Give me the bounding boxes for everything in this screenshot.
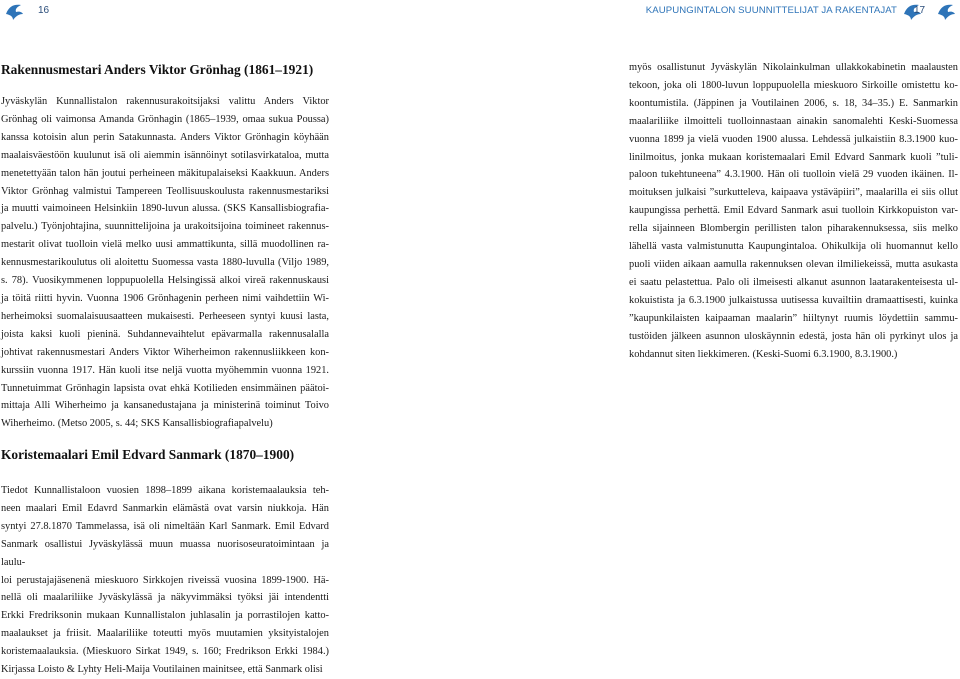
text-line: koristemaalauksia. (Mieskuoro Sirkat 1949, s. 160; Fredrikson Erkki 1984.) (1, 646, 329, 658)
bird-logo-icon (936, 2, 956, 22)
text-line: kennusmestarikoulutus oli aloitettu Suomessa vasta 1880-luvulla (Viljo 1989, (1, 257, 329, 269)
section-body-sanmark (1, 482, 329, 679)
text-line: loi perustajajäsenenä mieskuoro Sirkkojen riveissä vuosina 1899-1900. Hä- (1, 574, 329, 586)
text-line: kaupungissa perhettä. Emil Edvard Sanmark asui tuolloin Kirkkopuiston var- (629, 205, 958, 217)
text-line: s. 78). Vuosikymmenen loppupuolella Helsingissä alkoi vireä rakennuskausi (1, 275, 329, 287)
text-line: herheimoksi suomalaisuusaatteen mukaisesti. Perheeseen syntyi kuusi lasta, (1, 310, 329, 322)
text-line: tekoon, joka oli 1800-luvun loppupuolella mieskuoro Sirkoille omistettu ko- (629, 79, 958, 91)
text-line: Grönhag oli vaimonsa Amanda Grönhagin (1865–1939, omaa sukua Poussa) (1, 113, 329, 125)
text-line: Sanmark osallistui Jyväskylässä muun muassa nuorisoseuratoimintaan ja laulu- (1, 538, 329, 568)
section-heading-gronhag: Rakennusmestari Anders Viktor Grönhag (1861–1921) (1, 62, 314, 77)
text-line: rella sijainneen Blombergin perillisten talon piharakennuksessa, siis melko (629, 223, 958, 235)
text-line: nellä oli maalariliike Jyväskylässä ja näkyvimmäksi työksi jäi intendentti (1, 592, 329, 604)
text-line: Kirjassa Loisto & Lyhty Heli-Maija Voutilainen mainitsee, että Sanmark olisi (1, 664, 323, 676)
text-line: ja muutti vaimoineen Helsinkiin 1890-luvun alussa. (SKS Kansallisbiografia- (1, 203, 329, 215)
text-line: palvelu.) Työnjohtajina, suunnittelijoina ja urakoitsijoina toimineet rakennus- (1, 221, 329, 233)
text-line: kurssiin vuonna 1917. Hän kuoli itse neljä vuotta myöhemmin vuonna 1921. (1, 364, 329, 376)
text-line: kohdannut siten liekkimeren. (Keski-Suomi 6.3.1900, 8.3.1900.) (629, 348, 898, 360)
section-body-gronhag (1, 93, 329, 433)
text-line: joista kaksi kuoli pieninä. Suhdannevaihtelut epävarmalla rakennusalalla (1, 328, 329, 340)
text-line: menetettyään talon hän joutui perheineen mäkitupalaiseksi Kaakkuun. Anders (1, 167, 329, 179)
running-title: KAUPUNGINTALON SUUNNITTELIJAT JA RAKENTAJAT (645, 5, 897, 16)
text-line: Wiherheimo. (Metso 2005, s. 44; SKS Kansallisbiografiapalvelu) (1, 418, 273, 430)
text-line: paloon tukehtuneena” 4.3.1900. Hän oli tuolloin vielä 29 vuoden ikäinen. Il- (629, 169, 958, 181)
section-heading-sanmark: Koristemaalari Emil Edvard Sanmark (1870–1900) (1, 447, 295, 462)
text-line: vuonna 1899 ja vielä vuoden 1900 alussa. Lehdessä julkaistiin 8.3.1900 kuo- (629, 133, 958, 145)
text-line: maalaukset ja friisit. Maalariliike toteutti myös muutamien yksityistalojen (1, 628, 329, 640)
text-line: maalariliike ilmoitteli tuolloinnastaan ainakin sanomalehti Keski-Suomessa (629, 115, 958, 127)
text-line: Erkki Fredriksonin mukaan Kunnallistalon juhlasalin ja porrastilojen katto- (1, 610, 329, 622)
text-line: Jyväskylän Kunnallistalon rakennusurakoitsijaksi valittu Anders Viktor (1, 96, 329, 107)
bird-logo-icon (4, 2, 24, 22)
text-line: mestarit olivat tuolloin vielä melko uusi ammattikunta, sillä muodollinen ra- (1, 239, 329, 251)
page-number-left: 16 (38, 5, 50, 16)
text-line: kokuistista ja 6.3.1900 julkaistussa uutisessa kuvailtiin dramaattisesti, kuinka (629, 294, 958, 306)
text-line: ”kaupunkilaisten kaipaaman maalarin” hiiltynyt ruumis löydettiin sammu- (629, 312, 958, 324)
text-line: puoli viiden aikaan aamulla rakennuksen olevan ilmiliekeissä, mutta asukasta (629, 258, 958, 270)
page-number-right: 17 (914, 5, 926, 16)
text-line: johtivat rakennusmestari Anders Viktor Wiherheimon rakennusliikkeen kon- (1, 346, 329, 358)
text-line: myös osallistunut Jyväskylän Nikolainkulman ullakkokabinetin maalausten (629, 62, 958, 73)
text-line: ei saatu pelastettua. Palo oli ilmeisesti alkanut asunnon laatarakenteisesta ul- (629, 276, 958, 288)
text-line: syntyi 27.8.1870 Tammelassa, isä oli nimeltään Karl Sanmark. Emil Edvard (1, 520, 329, 532)
text-line: lähellä vasta valmistunutta Kaupungintaloa. Ohikulkija oli huomannut kello (629, 241, 958, 253)
text-line: tustöiden jälkeen asunnon uloskäynnin edestä, josta hän oli pyrkinyt ulos ja (629, 330, 958, 342)
text-line: neen maalari Emil Edavrd Sanmarkin elämästä ovat varsin niukkoja. Hän (1, 502, 329, 514)
text-line: Tunnetuimmat Grönhagin lapsista ovat ehkä Kotilieden ensimmäinen päätoi- (1, 382, 329, 394)
text-line: maalaisväestöön kuulunut isä oli aiemmin isännöinyt sotilasvirkataloa, mutta (1, 149, 329, 161)
text-line: koontumistila. (Jäppinen ja Voutilainen 2006, s. 18, 34–35.) E. Sanmarkin (629, 97, 958, 109)
text-line: ja töitä riitti hyvin. Vuonna 1906 Grönhagenin perheen nimi vaihdettiin Wi- (1, 292, 329, 304)
text-line: Viktor Grönhag valmistui Tampereen Teollisuuskoulusta rakennusmestariksi (1, 185, 329, 197)
text-line: mittaja Alli Wiherheimo ja kansanedustajana ja ministerinä toiminut Toivo (1, 400, 329, 412)
right-column-body (629, 59, 958, 363)
text-line: linilmoitus, jonka mukaan koristemaalari Emil Edvard Sanmark kuoli ”tuli- (629, 151, 958, 163)
text-line: moituksen julkaisi ”surkuttelevа, kaipaava ystäväpiiri”, maalarilla ei siis ollut (629, 187, 958, 199)
text-line: Tiedot Kunnallistaloon vuosien 1898–1899 aikana koristemaalauksia teh- (1, 485, 329, 496)
text-line: kanssa kotoisin alun perin Satakunnasta. Anders Viktor Grönhagin köyhään (1, 131, 329, 143)
